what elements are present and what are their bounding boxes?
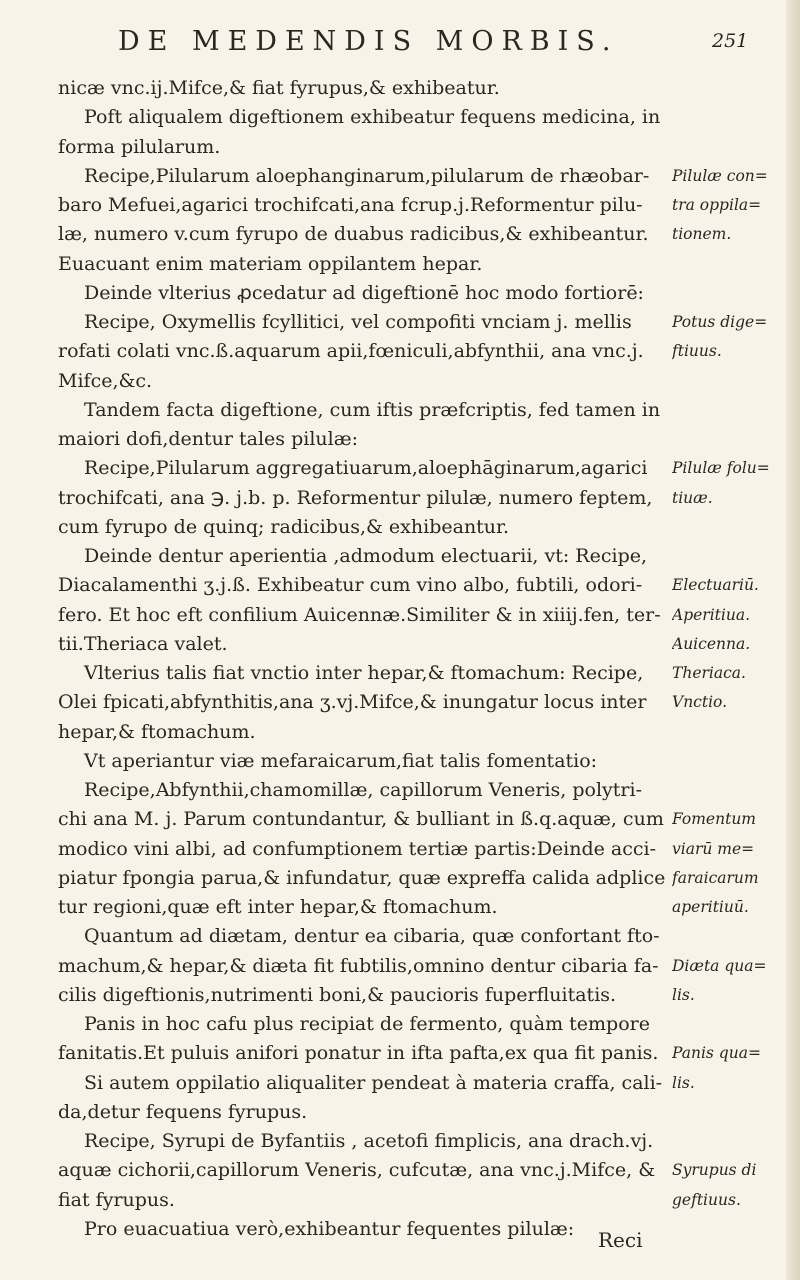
text-line: baro Mefuei,agarici trochifcati,ana fcrup.j.Reformentur pilu-: [58, 194, 643, 216]
marginal-note-line: geftiuus.: [672, 1190, 741, 1209]
marginal-note-line: faraicarum: [672, 868, 759, 887]
text-line: Deinde dentur aperientia ,admodum electuarii, vt: Recipe,: [84, 545, 648, 567]
text-line: machum,& hepar,& diæta fit fubtilis,omnino dentur cibaria fa-: [58, 954, 659, 977]
marginal-note-line: Panis qua=: [672, 1044, 761, 1063]
marginal-note-line: [672, 747, 794, 776]
text-line: Quantum ad diætam, dentur ea cibaria, quæ confortant fto-: [84, 925, 660, 948]
marginal-note-line: [672, 103, 794, 132]
text-line: Pro euacuatiua verò,exhibeantur fequentes pilulæ:: [84, 1217, 575, 1240]
marginal-note-line: [672, 367, 794, 396]
marginal-note-line: [672, 250, 794, 279]
marginal-note-line: Vnctio.: [672, 693, 728, 712]
marginal-note-line: [672, 1010, 794, 1039]
text-line: fanitatis.Et puluis anifori ponatur in ifta pafta,ex qua fit panis.: [58, 1042, 659, 1065]
marginal-note-line: lis.: [672, 1073, 695, 1092]
text-line: Tandem facta digeftione, cum iftis præfcriptis, fed tamen in: [84, 398, 661, 421]
marginal-note-line: Pilulæ con=: [672, 166, 768, 185]
page-header: [0, 26, 800, 56]
marginal-note-line: aperitiuū.: [672, 898, 749, 916]
text-line: Euacuant enim materiam oppilantem hepar.: [58, 252, 483, 275]
marginal-note-line: viarū me=: [672, 839, 755, 858]
text-line: Poft aliqualem digeftionem exhibeatur fequens medicina, in: [84, 106, 661, 129]
text-line: maiori dofi,dentur tales pilulæ:: [58, 428, 358, 450]
text-line: hepar,& ftomachum.: [58, 720, 256, 743]
running-head: DE MEDENDIS MORBIS.: [118, 26, 619, 57]
text-line: chi ana M. j. Parum contundantur, & bulliant in ß.q.aquæ, cum: [58, 808, 664, 831]
marginal-note-line: [672, 1244, 794, 1273]
marginal-note-line: [672, 74, 794, 103]
text-line: Recipe,Pilularum aggregatiuarum,aloephāginarum,agarici: [84, 457, 648, 480]
marginal-note-line: [672, 396, 794, 425]
marginal-note-line: [672, 1127, 794, 1156]
marginal-note-line: Diæta qua=: [672, 956, 767, 975]
text-line: aquæ cichorii,capillorum Veneris, cufcutæ, ana vnc.j.Mifce, &: [58, 1159, 656, 1182]
text-line: Recipe,Pilularum aloephanginarum,pilularum de rhæobar-: [84, 164, 650, 187]
marginal-note-line: [672, 718, 794, 747]
marginal-note-line: tionem.: [672, 225, 732, 244]
text-line: da,detur fequens fyrupus.: [58, 1100, 308, 1123]
marginal-note-line: [672, 922, 794, 951]
text-line: forma pilularum.: [58, 135, 221, 158]
marginal-note-line: [672, 513, 794, 542]
marginal-note-line: lis.: [672, 985, 695, 1004]
marginal-note-line: Electuariū.: [672, 576, 759, 595]
text-line: Recipe, Oxymellis fcyllitici, vel compofiti vnciam j. mellis: [84, 311, 632, 333]
text-line: Diacalamenthi ʒ.j.ß. Exhibeatur cum vino albo, fubtili, odori-: [58, 574, 643, 597]
text-line: fiat fyrupus.: [58, 1188, 175, 1211]
marginal-note-line: [672, 279, 794, 308]
text-line: Si autem oppilatio aliqualiter pendeat à materia craffa, cali-: [84, 1071, 663, 1094]
marginal-note-line: [672, 133, 794, 162]
catchword: Reci: [598, 1228, 643, 1252]
text-line: Deinde vlterius ꝓcedatur ad digeftionē hoc modo fortiorē:: [84, 281, 644, 304]
marginal-note-line: Aperitiua.: [672, 605, 750, 624]
text-line: Recipe,Abfynthii,chamomillæ, capillorum Veneris, polytri-: [84, 779, 643, 801]
marginal-note-line: tiuæ.: [672, 488, 713, 507]
text-line: tur regioni,quæ eft inter hepar,& ftomachum.: [58, 896, 498, 918]
marginal-note-line: [672, 542, 794, 571]
text-line: cum fyrupo de quinq; radicibus,& exhibeantur.: [58, 515, 510, 538]
text-line: nicæ vnc.ij.Mifce,& fiat fyrupus,& exhibeatur.: [58, 77, 500, 99]
marginal-note-line: Pilulæ folu=: [672, 459, 770, 478]
text-line: rofati colati vnc.ß.aquarum apii,fœniculi,abfynthii, ana vnc.j.: [58, 340, 644, 363]
text-line: Vlterius talis fiat vnctio inter hepar,& ftomachum: Recipe,: [84, 662, 644, 684]
marginal-note-line: [672, 425, 794, 454]
marginal-note-line: Syrupus di: [672, 1161, 757, 1180]
text-line: tii.Theriaca valet.: [58, 632, 228, 655]
text-line: Recipe, Syrupi de Byfantiis , acetofi fimplicis, ana drach.vj.: [84, 1130, 654, 1152]
marginal-note-line: Auicenna.: [672, 634, 751, 653]
text-line: Panis in hoc cafu plus recipiat de fermento, quàm tempore: [84, 1013, 650, 1035]
marginal-note-line: [672, 776, 794, 805]
text-line: læ, numero v.cum fyrupo de duabus radicibus,& exhibeantur.: [58, 223, 649, 246]
text-line: Mifce,&c.: [58, 369, 153, 392]
page-number: 251: [712, 30, 749, 52]
marginal-note-line: Fomentum: [672, 810, 757, 829]
text-line: trochifcati, ana ℈. j.b. p. Reformentur pilulæ, numero feptem,: [58, 486, 653, 509]
text-line: piatur fpongia parua,& infundatur, quæ expreffa calida adplice: [58, 866, 666, 889]
marginal-note-line: Potus dige=: [672, 313, 768, 331]
marginal-notes-column: [672, 74, 794, 1273]
text-line: fero. Et hoc eft confilium Auicennæ.Similiter & in xiiij.fen, ter-: [58, 603, 661, 626]
text-line: Olei fpicati,abfynthitis,ana ʒ.vj.Mifce,& inungatur locus inter: [58, 691, 647, 714]
marginal-note-line: ftiuus.: [672, 342, 722, 361]
marginal-note-line: tra oppila=: [672, 196, 762, 214]
text-line: modico vini albi, ad confumptionem tertiæ partis:Deinde acci-: [58, 837, 657, 860]
marginal-note-line: [672, 1215, 794, 1244]
text-line: cilis digeftionis,nutrimenti boni,& paucioris fuperfluitatis.: [58, 983, 617, 1006]
text-line: Vt aperiantur viæ mefaraicarum,fiat talis fomentatio:: [84, 749, 598, 772]
marginal-note-line: Theriaca.: [672, 664, 746, 682]
main-text-column: [58, 74, 666, 1244]
marginal-note-line: [672, 1098, 794, 1127]
